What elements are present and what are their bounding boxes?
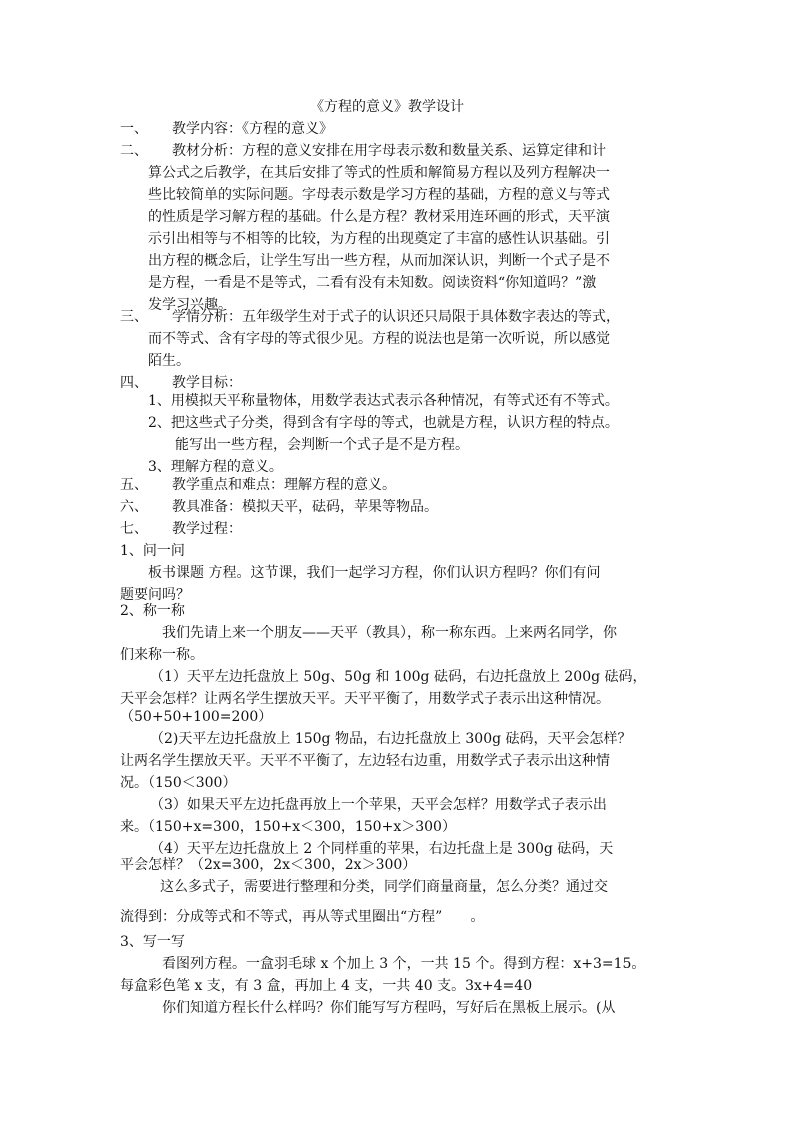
paragraph-line: 些比较简单的实际问题。字母表示数是学习方程的基础，方程的意义与等式 bbox=[148, 187, 610, 203]
paragraph-line: 陌生。 bbox=[148, 353, 190, 369]
section-number: 五、 bbox=[120, 477, 148, 493]
paragraph-line: 看图列方程。一盒羽毛球 x 个加上 3 个，一共 15 个。得到方程：x+3=15。 bbox=[162, 956, 646, 972]
section-text: 教具准备：模拟天平，砝码，苹果等物品。 bbox=[172, 499, 438, 515]
document-title: 《方程的意义》教学设计 bbox=[310, 99, 464, 115]
paragraph-line: （4）天平左边托盘放上 2 个同样重的苹果，右边托盘上是 300g 砝码，天 bbox=[150, 841, 614, 857]
section-number: 一、 bbox=[120, 121, 148, 137]
paragraph-line: 发学习兴趣。 bbox=[148, 297, 232, 313]
goal-3: 3、理解方程的意义。 bbox=[148, 459, 283, 475]
section-text: 教学目标： bbox=[172, 375, 242, 391]
paragraph-line: 每盒彩色笔 x 支，有 3 盒，再加上 4 支，一共 40 支。3x+4=40 bbox=[120, 978, 533, 994]
goal-2: 2、把这些式子分类，得到含有字母的等式，也就是方程，认识方程的特点。 bbox=[148, 415, 619, 431]
process-heading-1: 1、问一问 bbox=[120, 543, 185, 559]
section-text: 教材分析：方程的意义安排在用字母表示数和数量关系、运算定律和计 bbox=[172, 143, 606, 159]
paragraph-line: （3）如果天平左边托盘再放上一个苹果，天平会怎样？用数学式子表示出 bbox=[150, 797, 607, 813]
paragraph-line: 们来称一称。 bbox=[120, 647, 204, 663]
paragraph-line: 示引出相等与不相等的比较，为方程的出现奠定了丰富的感性认识基础。引 bbox=[148, 231, 610, 247]
paragraph-line: 是方程，一看是不是等式，二看有没有未知数。阅读资料“你知道吗？”激 bbox=[148, 275, 597, 291]
paragraph-line: 来。（150+x=300，150+x＜300，150+x＞300） bbox=[120, 819, 456, 835]
paragraph-line: 天平会怎样？让两名学生摆放天平。天平平衡了，用数学式子表示出这种情况。 bbox=[120, 691, 610, 707]
paragraph-line: 算公式之后教学，在其后安排了等式的性质和解简易方程以及列方程解决一 bbox=[148, 165, 610, 181]
paragraph-line: 况。（150＜300） bbox=[120, 775, 237, 791]
section-text: 教学重点和难点：理解方程的意义。 bbox=[172, 477, 396, 493]
section-number: 六、 bbox=[120, 499, 148, 515]
paragraph-line: 你们知道方程长什么样吗？你们能写写方程吗，写好后在黑板上展示。(从 bbox=[162, 1000, 616, 1016]
process-heading-3: 3、写一写 bbox=[120, 934, 185, 950]
paragraph-line: 板书课题 方程。这节课，我们一起学习方程，你们认识方程吗？你们有问 bbox=[148, 565, 601, 581]
section-text: 教学过程： bbox=[172, 521, 242, 537]
paragraph-line: （50+50+100=200） bbox=[120, 709, 273, 725]
paragraph-line: 题要问吗？ bbox=[120, 587, 190, 603]
paragraph-line: （2)天平左边托盘放上 150g 物品，右边托盘放上 300g 砝码，天平会怎样？ bbox=[150, 731, 632, 747]
paragraph-line: 出方程的概念后，让学生写出一些方程，从而加深认识，判断一个式子是不 bbox=[148, 253, 610, 269]
paragraph-line: 的性质是学习解方程的基础。什么是方程？教材采用连环画的形式，天平演 bbox=[148, 209, 610, 225]
paragraph-line: 我们先请上来一个朋友——天平（教具），称一称东西。上来两名同学，你 bbox=[162, 625, 617, 641]
paragraph-line: 流得到：分成等式和不等式，再从等式里圈出“方程” 。 bbox=[120, 909, 485, 925]
paragraph-line: 而不等式、含有字母的等式很少见。方程的说法也是第一次听说，所以感觉 bbox=[148, 331, 610, 347]
goal-2-continued: 能写出一些方程，会判断一个式子是不是方程。 bbox=[175, 437, 469, 453]
goal-1: 1、用模拟天平称量物体，用数学表达式表示各种情况，有等式还有不等式。 bbox=[148, 393, 619, 409]
section-number: 二、 bbox=[120, 143, 148, 159]
paragraph-line: 让两名学生摆放天平。天平不平衡了，左边轻右边重，用数学式子表示出这种情 bbox=[120, 753, 610, 769]
section-text: 教学内容：《方程的意义》 bbox=[172, 121, 333, 137]
paragraph-line: 平会怎样？（2x=300，2x＜300，2x＞300） bbox=[120, 857, 417, 873]
section-number: 四、 bbox=[120, 375, 148, 391]
paragraph-line: 这么多式子，需要进行整理和分类，同学们商量商量，怎么分类？通过交 bbox=[160, 879, 608, 895]
section-number: 七、 bbox=[120, 521, 148, 537]
process-heading-2: 2、称一称 bbox=[120, 603, 185, 619]
section-text: 学情分析：五年级学生对于式子的认识还只局限于具体数字表达的等式， bbox=[172, 309, 620, 325]
paragraph-line: （1）天平左边托盘放上 50g、50g 和 100g 砝码，右边托盘放上 200g 砝码， bbox=[150, 669, 647, 685]
section-number: 三、 bbox=[120, 309, 148, 325]
